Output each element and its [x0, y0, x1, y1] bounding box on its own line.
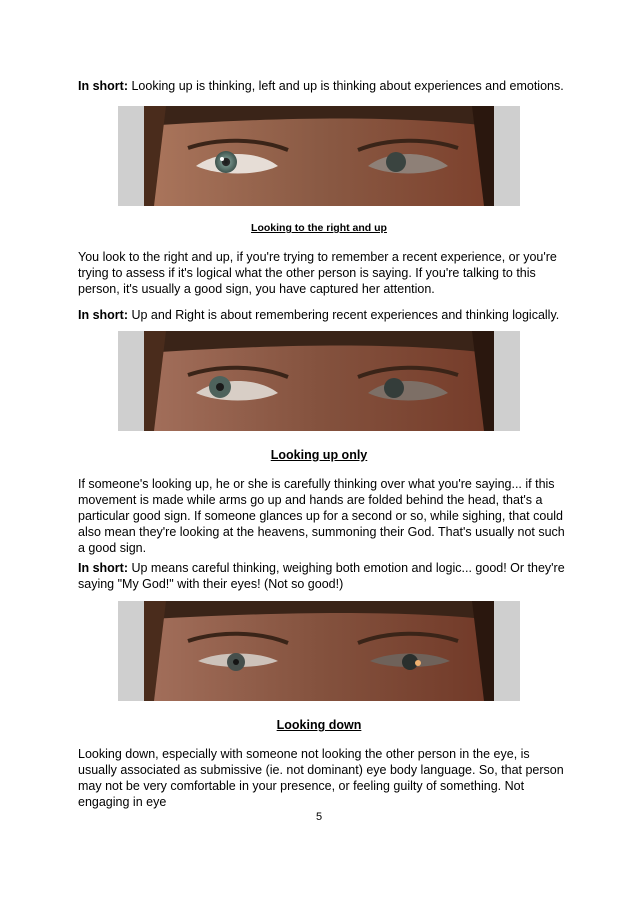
- summary-text: Up means careful thinking, weighing both emotion and logic... good! Or they're saying "My God!" with their eyes! (Not so good!): [78, 561, 565, 591]
- paragraph-summary-1: [78, 78, 568, 94]
- eyes-illustration: [118, 106, 520, 206]
- in-short-label: In short:: [78, 561, 128, 575]
- paragraph-summary-3: [78, 560, 568, 592]
- in-short-label: In short:: [78, 308, 128, 322]
- heading-looking-up-only: Looking up only: [270, 448, 368, 462]
- heading-looking-down: Looking down: [276, 718, 362, 732]
- eyes-image-1: [118, 106, 520, 206]
- summary-text: Up and Right is about remembering recent experiences and thinking logically.: [128, 308, 560, 322]
- eyes-illustration: [118, 331, 520, 431]
- paragraph-up-only: If someone's looking up, he or she is carefully thinking over what you're saying... if this movement is made while arms go up and hands are folded behind the head, that's a particular good sign. If someone glances up for a second or so, while sighing, that could also mean they're looking at the heavens, summoning their God. That's usually not such a good sign.: [78, 477, 565, 555]
- eyes-image-3: [118, 601, 520, 701]
- in-short-label: In short:: [78, 79, 128, 93]
- page-number: 5: [315, 811, 323, 823]
- eyes-image-2: [118, 331, 520, 431]
- heading-looking-right-up: Looking to the right and up: [251, 222, 387, 234]
- paragraph-right-up: You look to the right and up, if you're trying to remember a recent experience, or you're trying to assess if it's logical what the other person is saying. If you're talking to this person, it's usually a good sign, you have captured her attention.: [78, 250, 557, 296]
- eyes-illustration: [118, 601, 520, 701]
- paragraph-summary-2: [78, 307, 568, 323]
- paragraph-looking-down: Looking down, especially with someone not looking the other person in the eye, is usually associated as submissive (ie. not dominant) eye body language. So, that person may not be very comfortable in your presence, or feeling guilty of something. Not engaging in eye: [78, 747, 564, 809]
- summary-text: Looking up is thinking, left and up is thinking about experiences and emotions.: [128, 79, 564, 93]
